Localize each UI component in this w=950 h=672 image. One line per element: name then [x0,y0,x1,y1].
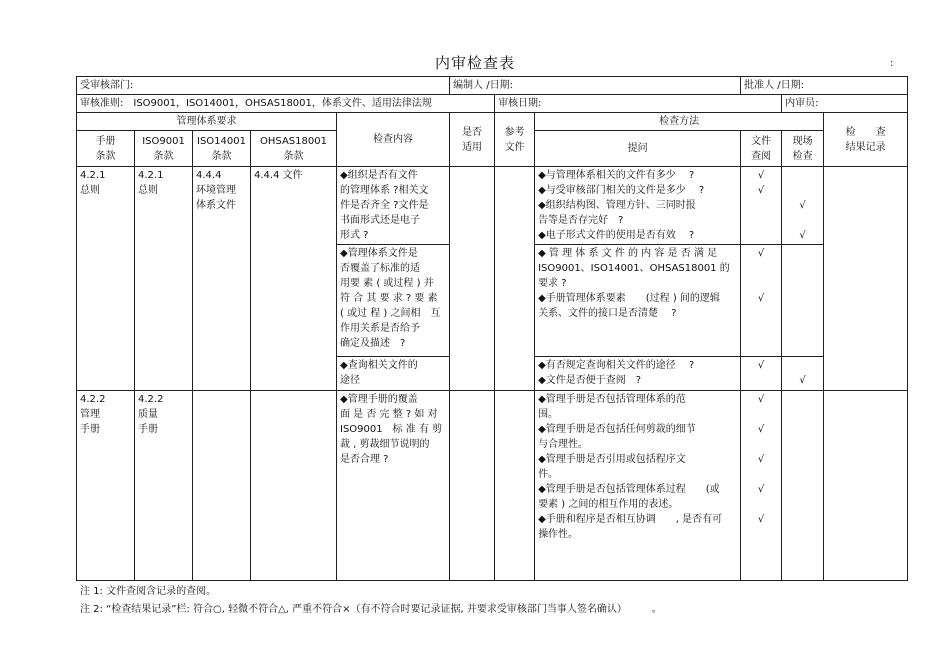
criteria-cell [77,95,495,113]
question-line: ◆与受审核部门相关的文件是多少 ? [538,185,705,196]
check-mark [744,261,778,276]
table-row [77,391,908,581]
header-applicable: 是否 适用 [450,113,495,167]
iso14001-clause [193,391,251,581]
check-mark [744,527,778,542]
header-site-check: 现场 检查 [782,131,824,167]
check-mark: √ [757,293,765,304]
result-record-cell [824,391,908,581]
check-mark: √ [757,360,765,371]
table-row [77,167,908,245]
header-ohsas: OHSAS18001 条款 [251,131,337,167]
question-line: 告等是否存完好 ? [538,215,624,226]
question-line: 操作性。 [538,529,579,540]
doc-review-marks [741,357,782,391]
dept-label: 受审核部门: [77,77,450,95]
doc-review-marks [741,167,782,245]
reference-cell [495,167,535,391]
criteria-value: ISO9001，ISO14001，OHSAS18001，体系文件、适用法律法规 [133,98,432,109]
check-mark [744,467,778,482]
check-mark: √ [799,200,806,211]
check-mark: √ [757,454,765,465]
check-mark: √ [757,514,765,525]
check-mark: √ [757,394,765,405]
doc-review-marks [741,391,782,581]
note-2: 注 2: “检查结果记录”栏: 符合○, 轻微不符合△, 严重不符合×（有不符合时要记录证据, 并要求受审核部门当事人签名确认） 。 [80,604,662,615]
check-mark: √ [757,248,765,259]
site-check-marks [782,167,824,245]
date-label: 审核日期: [495,95,782,113]
corner-mark: : [890,58,894,69]
question-line: ◆文件是否便于查阅 ? [538,375,642,386]
editor-label: 编制人 /日期: [450,77,741,95]
question-line: ◆手册和程序是否相互协调 , 是否有可 [538,514,723,525]
check-mark: √ [757,424,765,435]
manual-clause: 4.2.1 总则 [77,167,135,391]
check-mark [744,497,778,512]
header-manual: 手册 条款 [77,131,135,167]
question-line: 件。 [538,469,559,480]
check-mark [785,168,820,183]
question-line: ◆ 管 理 体 系 文 件 的 内 容 是 否 满 足 [538,248,718,259]
check-mark [744,306,778,321]
question-line: ◆有否规定查询相关文件的途径 ? [538,360,695,371]
reference-cell [495,391,535,581]
document-title: 内审检查表 [434,54,515,72]
approver-label: 批准人 /日期: [741,77,908,95]
note-1: 注 1: 文件查阅含记录的查阅。 [80,586,217,597]
check-mark: √ [757,185,765,196]
question-line: ◆管理手册是否引用或包括程序文 [538,454,686,465]
ohsas-clause: 4.4.4 文件 [251,167,337,391]
site-check-marks [782,357,824,391]
check-mark [744,407,778,422]
manual-clause: 4.2.2 管理 手册 [77,391,135,581]
question-line: 关系、文件的接口是否清楚 ? [538,308,677,319]
check-mark: √ [757,484,765,495]
header-reference: 参考 文件 [495,113,535,167]
check-content: ◆查询相关文件的 途径 [337,357,450,391]
check-mark: √ [799,230,806,241]
question-line: 与合理性。 [538,439,589,450]
check-mark [744,213,778,228]
footnotes [80,583,662,619]
result-record-cell [824,167,908,391]
check-mark [744,437,778,452]
check-mark [744,373,778,388]
question-line: ◆管理手册是否包括管理体系过程 (或 [538,484,720,495]
question-line: ◆手册管理体系要素 (过程 ) 间的逻辑 [538,293,720,304]
doc-review-marks [741,245,782,357]
header-iso9001: ISO9001 条款 [135,131,193,167]
question-line: ◆管理手册是否包括任何剪裁的细节 [538,424,696,435]
question-line: 要求 ? [538,278,567,289]
header-doc-review: 文件 查阅 [741,131,782,167]
header-method-group: 检查方法 [535,113,824,131]
question-line: ◆与管理体系相关的文件有多少 ? [538,170,695,181]
check-content: ◆管理体系文件是 否覆盖了标准的适 用要 素 ( 或过程 ) 并 符 合 其 要 求 ? 要 素 ( 或过 程 ) 之间相 互 作用关系是否给予 确定及描述 ? [337,245,450,357]
iso9001-clause: 4.2.1 总则 [135,167,193,391]
check-mark: √ [757,170,765,181]
check-mark [785,358,820,373]
check-content: ◆组织是否有文件 的管理体系 ?相关文 件是否齐全 ?文件是 书面形式还是电子 形式 ? [337,167,450,245]
question-line: 围。 [538,409,559,420]
check-mark [744,198,778,213]
question-line: ◆电子形式文件的使用是否有效 ? [538,230,695,241]
auditor-label: 内审员: [782,95,908,113]
info-row-2 [77,95,908,113]
header-question: 提问 [535,131,741,167]
check-content: ◆管理手册的覆盖 面 是 否 完 整 ? 如 对 ISO9001 标 准 有 剪 裁 , 剪裁细节说明的 是否合理 ? [337,391,450,581]
question-line: ISO9001、ISO14001、OHSAS18001 的 [538,263,730,274]
check-mark [785,183,820,198]
check-mark [744,276,778,291]
header-iso14001: ISO14001 条款 [193,131,251,167]
question-line: ◆管理手册是否包括管理体系的范 [538,394,686,405]
question-line: ◆组织结构图、管理方针、三同时报 [538,200,696,211]
question-list [535,245,741,357]
question-line: 要素 ) 之间的相互作用的表述。 [538,499,679,510]
header-content: 检查内容 [337,113,450,167]
header-result: 检 查 结果记录 [824,113,908,167]
applicable-cell [450,167,495,391]
check-mark [744,228,778,243]
ohsas-clause [251,391,337,581]
applicable-cell [450,391,495,581]
criteria-label: 审核准则: [80,98,124,109]
audit-checklist-table [76,76,908,581]
info-row-1 [77,77,908,95]
iso9001-clause: 4.2.2 质量 手册 [135,391,193,581]
check-mark: √ [799,375,806,386]
site-check-marks [782,245,824,357]
question-list [535,391,741,581]
header-req-group: 管理体系要求 [77,113,337,131]
question-list [535,167,741,245]
question-list [535,357,741,391]
check-mark [785,213,820,228]
site-check-marks [782,391,824,581]
iso14001-clause: 4.4.4 环境管理 体系文件 [193,167,251,391]
